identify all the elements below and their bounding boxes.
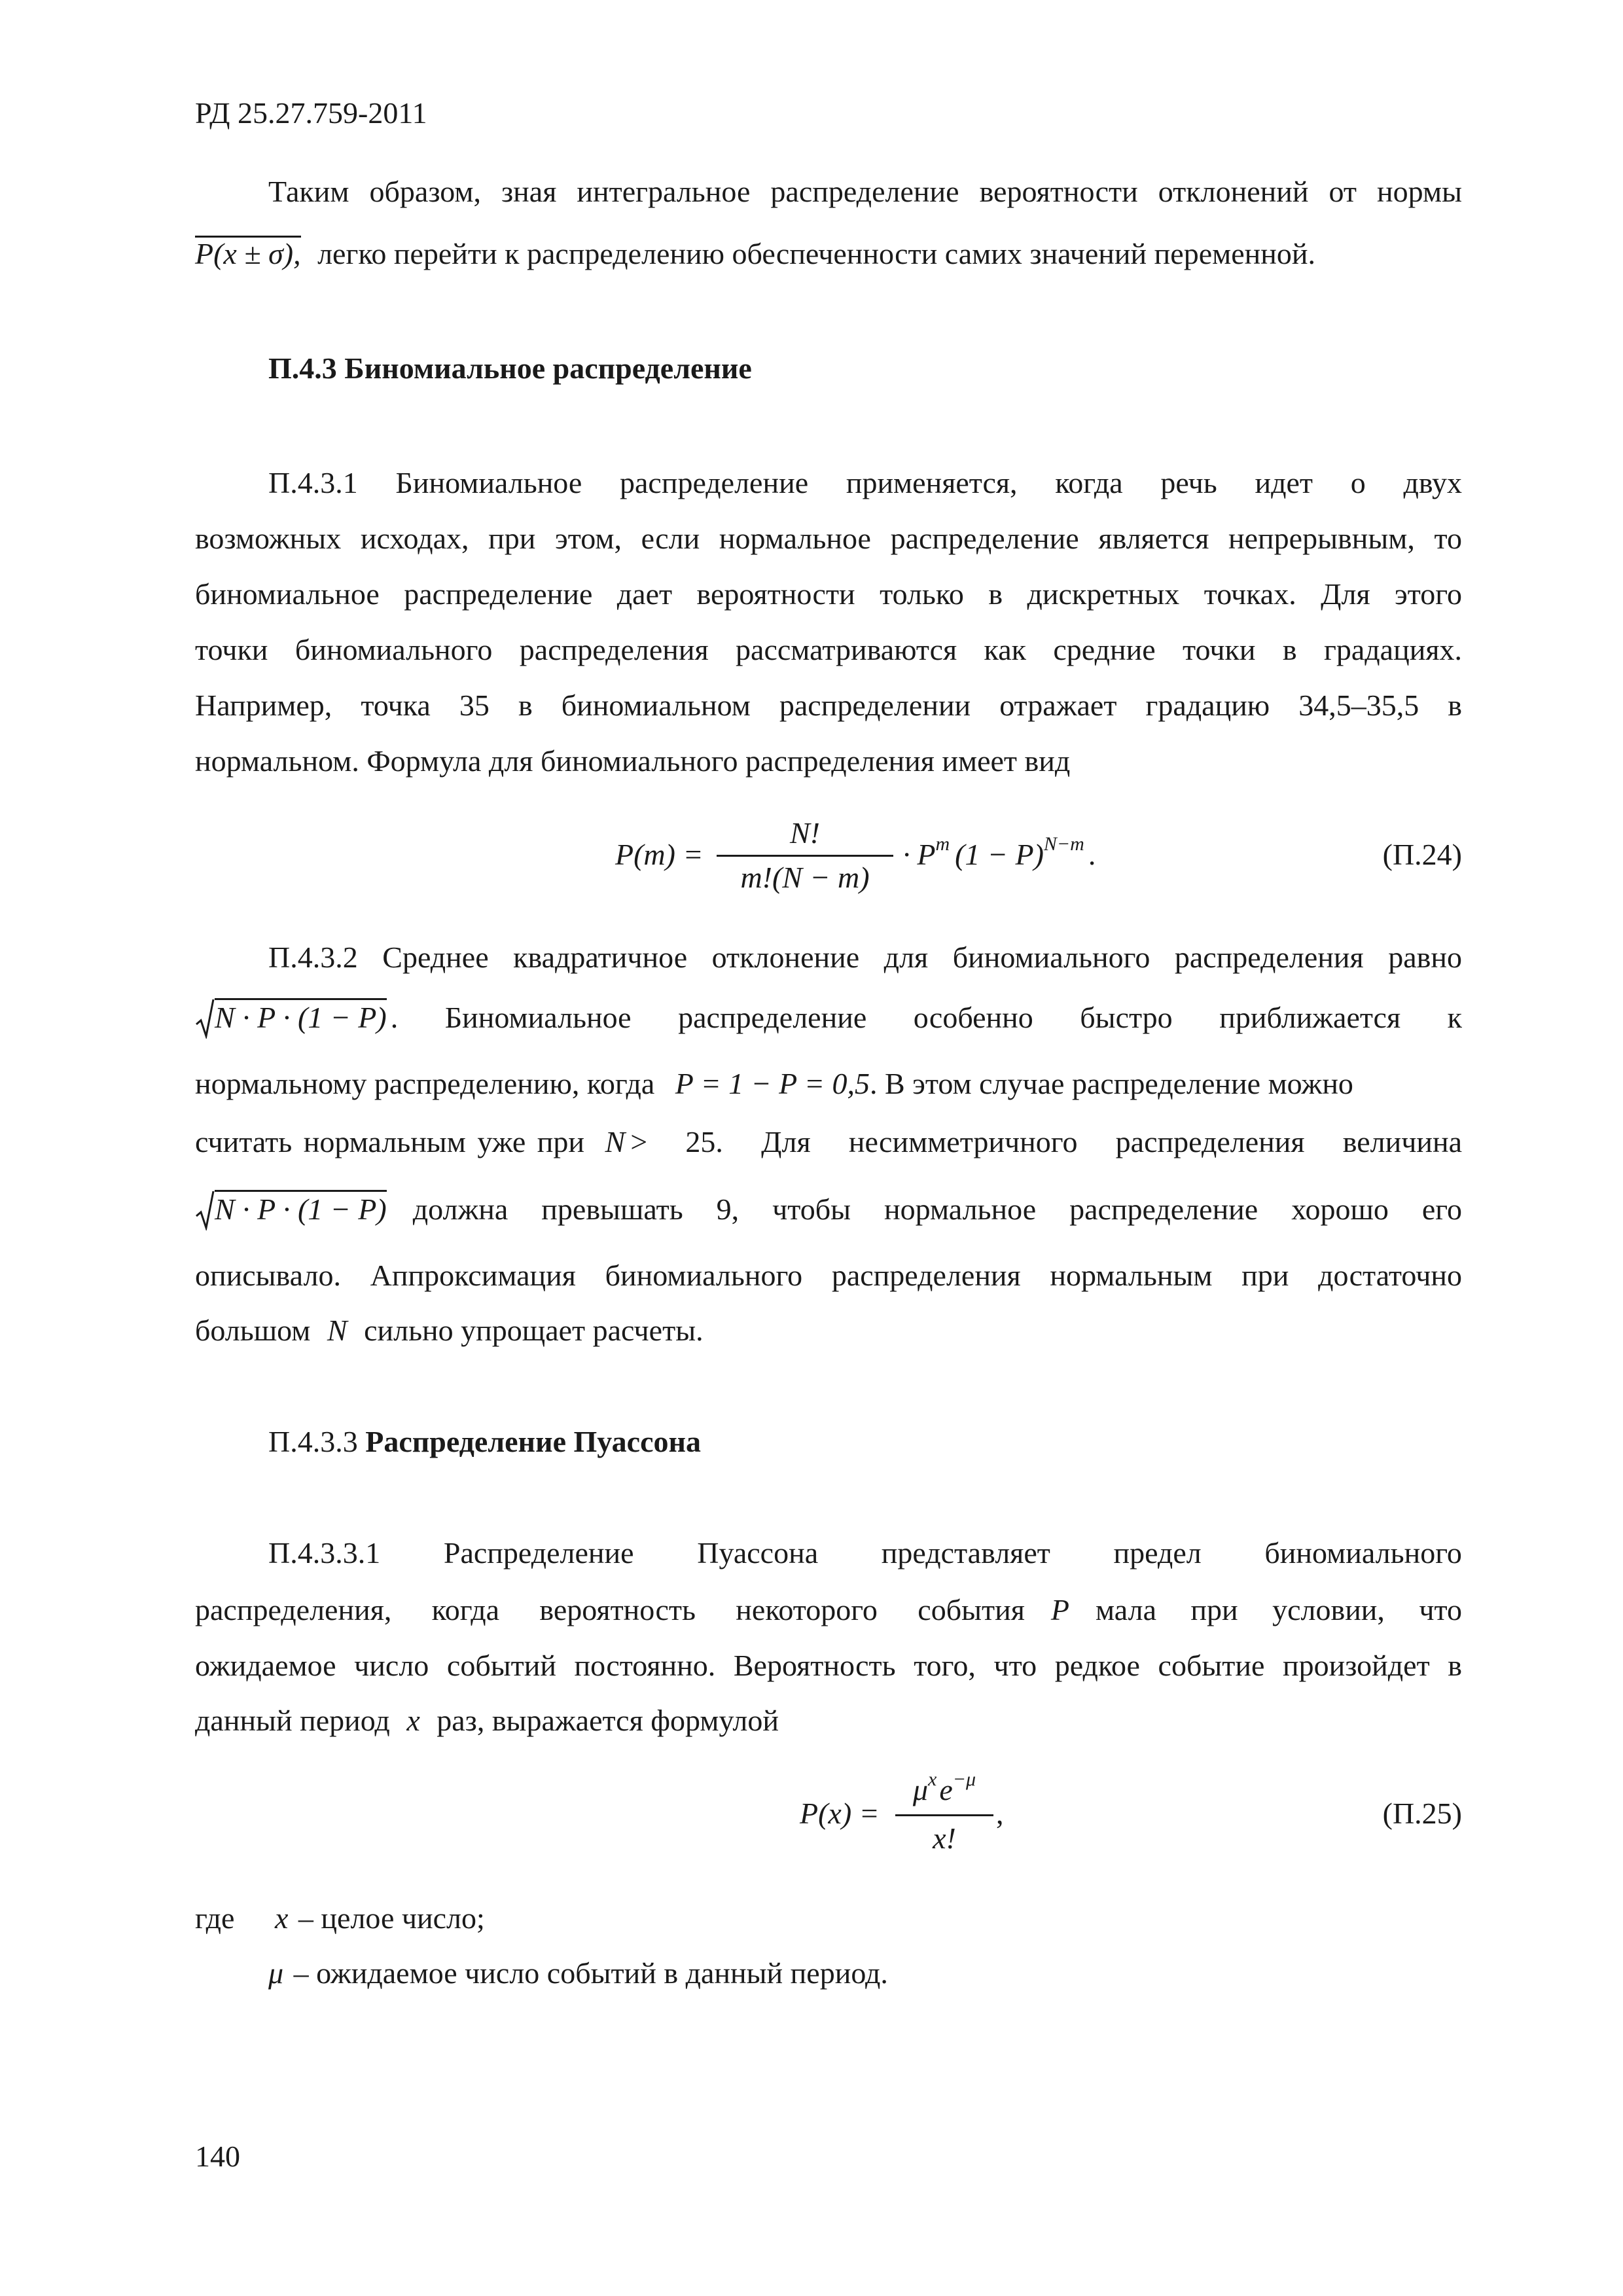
- p-4-3-2-line-3-a: нормальному распределению, когда: [195, 1067, 655, 1100]
- eq-25-denominator: x!: [933, 1821, 956, 1855]
- p-4-3-3-1-line-2-a: распределения, когда вероятность некоторого события: [195, 1593, 1025, 1626]
- eq-24-q: (1 − P): [955, 838, 1044, 871]
- p-4-3-1-line-3: биномиальное распределение дает вероятности только в дискретных точках. Для этого: [195, 577, 1462, 611]
- p-4-3-3-1-word: П.4.3.3.1: [268, 1536, 381, 1570]
- p-4-3-3-1-word: Пуассона: [697, 1536, 819, 1570]
- p-4-3-2-line-4-b: > 25. Для несимметричного распределения величина: [630, 1125, 1462, 1158]
- p-4-3-2-line-4-var: N: [605, 1125, 626, 1158]
- p-4-3-2-line-4-a: считать нормальным уже при: [195, 1125, 585, 1158]
- where-label: где: [195, 1901, 235, 1935]
- p-4-3-2-line-2-word: особенно: [913, 1001, 1033, 1034]
- p-4-3-3-1-line-4: [195, 1706, 779, 1736]
- p-4-3-2-line-2-word: Биномиальное: [444, 1001, 632, 1034]
- p-4-3-2-line-3-b: . В этом случае распределение можно: [869, 1067, 1353, 1100]
- p-4-3-1-line-2: возможных исходах, при этом, если нормальное распределение является непрерывным, то: [195, 522, 1462, 555]
- p-4-3-2-line-2-word: распределение: [678, 1001, 867, 1034]
- p-4-3-2-line-2-word: приближается: [1219, 1001, 1401, 1034]
- p-4-3-2-line-5: [195, 1190, 1462, 1225]
- eq-25-e: e: [939, 1773, 953, 1806]
- p-4-3-2-line-7-b: сильно упрощает расчеты.: [364, 1314, 704, 1347]
- intro-line-2-text: легко перейти к распределению обеспеченности самих значений переменной.: [317, 237, 1315, 270]
- p-4-3-1-line-4: точки биномиального распределения рассматриваются как средние точки в градациях.: [195, 633, 1462, 666]
- radical-sign-icon: [195, 1190, 215, 1230]
- eq-25-mu-exp: x: [928, 1768, 937, 1790]
- section-heading-4-3-3-number: П.4.3.3: [268, 1425, 358, 1458]
- eq-24-rhs: [902, 833, 1096, 871]
- where-x-var: x: [275, 1901, 289, 1935]
- sqrt-expression-1-radicand: N · P · (1 − P): [215, 998, 387, 1033]
- p-4-3-3-1-line-4-b: раз, выражается формулой: [437, 1704, 779, 1737]
- eq-24-lhs: P(m) =: [615, 838, 704, 871]
- p-4-3-2-line-5-text: должна превышать 9, чтобы нормальное распределение хорошо его: [412, 1193, 1462, 1226]
- p-4-3-3-1-line-2: [195, 1595, 1462, 1625]
- eq-24-number: (П.24): [1382, 838, 1462, 871]
- eq-24-p: P: [917, 838, 936, 871]
- section-heading-4-3: П.4.3 Биномиальное распределение: [268, 351, 752, 385]
- p-4-3-2-line-3-formula: P = 1 − P = 0,5: [675, 1067, 870, 1100]
- eq-24-q-exp: N−m: [1043, 833, 1084, 855]
- page-number: 140: [195, 2140, 240, 2173]
- p-4-3-3-1-word: предел: [1113, 1536, 1202, 1570]
- p-4-3-2-line-2: [195, 998, 1462, 1033]
- p-4-3-3-1-word: представляет: [881, 1536, 1050, 1570]
- eq-25-mu: μ: [912, 1773, 929, 1806]
- p-4-3-3-1-word: Распределение: [443, 1536, 634, 1570]
- where-mu-line: [268, 1958, 888, 1988]
- p-4-3-1-line-6: нормальном. Формула для биномиального распределения имеет вид: [195, 744, 1071, 778]
- p-4-3-2-line-7: [195, 1316, 704, 1346]
- p-4-3-2-line-2-period: .: [390, 1001, 399, 1034]
- section-heading-4-3-3-title: Распределение Пуассона: [365, 1425, 701, 1458]
- intro-line-2: [195, 236, 1315, 269]
- sqrt-expression-2-radicand: N · P · (1 − P): [215, 1190, 387, 1225]
- where-x-desc: – целое число;: [298, 1901, 485, 1935]
- p-4-3-3-1-line-4-var: x: [406, 1704, 420, 1737]
- where-mu-var: μ: [268, 1956, 284, 1990]
- eq-25-lhs: P(x) =: [800, 1797, 880, 1830]
- eq-24-denominator: m!(N − m): [740, 861, 870, 894]
- p-4-3-1-line-5: Например, точка 35 в биномиальном распределении отражает градацию 34,5–35,5 в: [195, 689, 1462, 722]
- eq-25-numerator: [895, 1768, 993, 1806]
- p-4-3-3-1-line-3: ожидаемое число событий постоянно. Вероятность того, что редкое событие произойдет в: [195, 1649, 1462, 1682]
- eq-24-numerator: N!: [790, 816, 820, 850]
- eq-25-fraction-bar: [895, 1814, 993, 1816]
- sqrt-expression-2: [195, 1190, 387, 1225]
- p-4-3-3-1-line-1: [268, 1538, 1462, 1568]
- p-4-3-3-1-line-4-a: данный период: [195, 1704, 390, 1737]
- eq-25-tail: ,: [996, 1797, 1004, 1830]
- eq-24-tail: .: [1088, 838, 1096, 871]
- p-4-3-3-1-line-2-b: мала при условии, что: [1096, 1593, 1462, 1626]
- intro-line-1: Таким образом, зная интегральное распределение вероятности отклонений от нормы: [268, 175, 1462, 208]
- eq-25-e-exp: −μ: [952, 1768, 976, 1790]
- eq-25-number: (П.25): [1382, 1797, 1462, 1830]
- p-4-3-3-1-line-2-var: P: [1050, 1593, 1069, 1626]
- eq-24-fraction-bar: [717, 855, 893, 857]
- eq-24-p-exp: m: [935, 833, 950, 855]
- p-4-3-2-line-6: описывало. Аппроксимация биномиального распределения нормальным при достаточно: [195, 1259, 1462, 1292]
- p-4-3-2-line-7-var: N: [327, 1314, 348, 1347]
- radical-sign-icon: [195, 998, 215, 1039]
- p-4-3-2-line-4: [195, 1127, 1462, 1157]
- p-4-3-2-line-1: П.4.3.2 Среднее квадратичное отклонение для биномиального распределения равно: [268, 941, 1462, 974]
- sqrt-expression-1: [195, 998, 387, 1033]
- intro-formula: P(x ± σ),: [195, 237, 301, 270]
- section-heading-4-3-3: [268, 1427, 701, 1457]
- p-4-3-3-1-word: биномиального: [1264, 1536, 1462, 1570]
- eq-24-dot: ·: [902, 838, 912, 871]
- p-4-3-2-line-2-word: быстро: [1080, 1001, 1173, 1034]
- p-4-3-2-line-7-a: большом: [195, 1314, 311, 1347]
- p-4-3-2-line-3: [195, 1069, 1353, 1099]
- p-4-3-1-line-1: П.4.3.1 Биномиальное распределение применяется, когда речь идет о двух: [268, 466, 1462, 499]
- document-code: РД 25.27.759-2011: [195, 96, 427, 130]
- p-4-3-2-line-2-word: к: [1447, 1001, 1462, 1034]
- where-mu-desc: – ожидаемое число событий в данный период.: [293, 1956, 888, 1990]
- where-x-line: [275, 1903, 485, 1933]
